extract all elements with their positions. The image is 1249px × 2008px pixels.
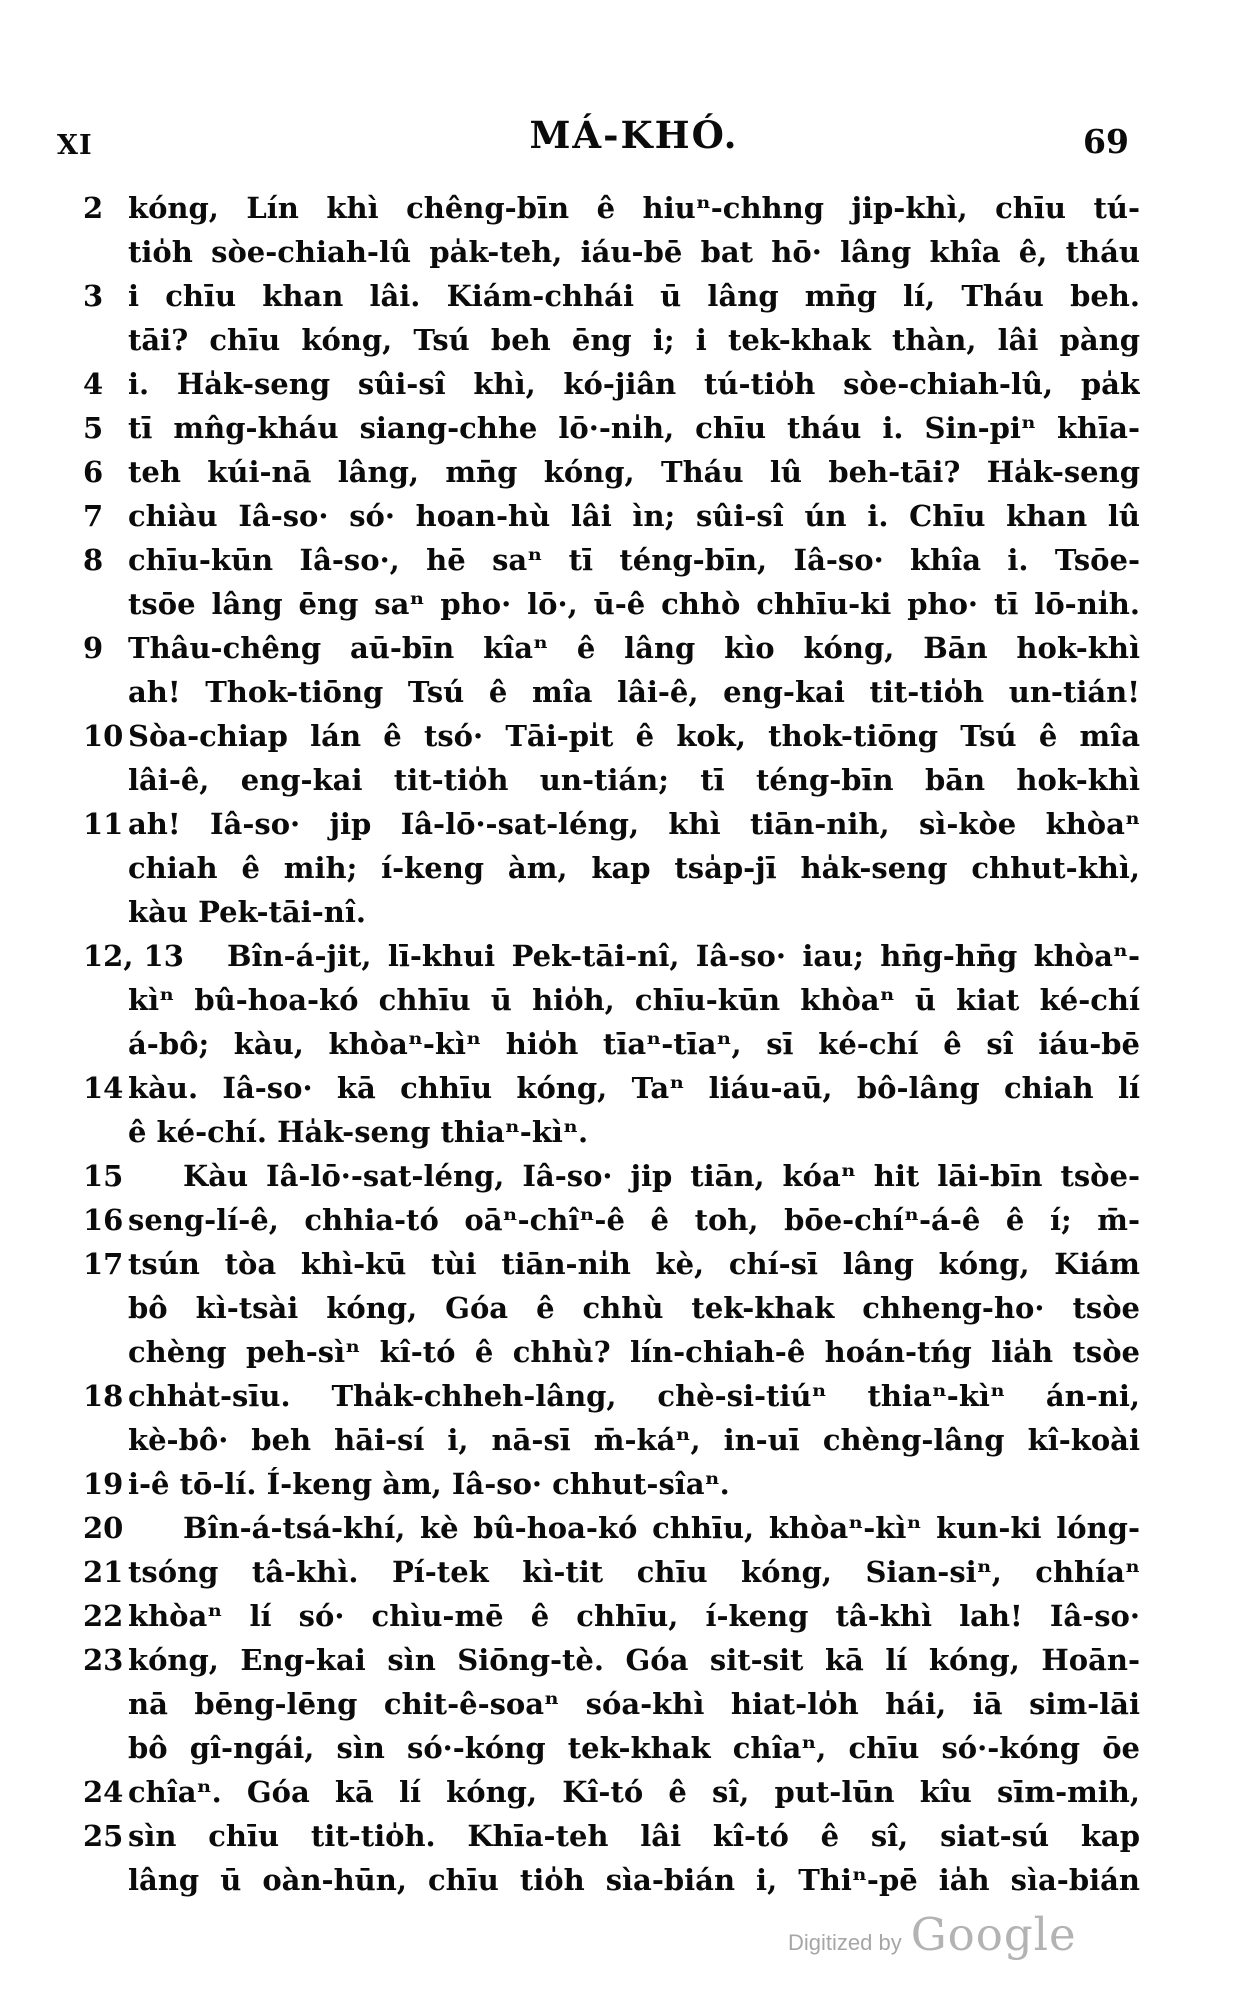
verse-line-text: chèng peh-sìⁿ kî-tó ê chhù? lín-chiah-ê hoán-tńg lia̍h tsòe [128,1335,1140,1369]
verse-line-text: chîaⁿ. Góa kā lí kóng, Kî-tó ê sî, put-lūn kîu sīm-mih, [128,1775,1140,1809]
verse-line [0,1506,1249,1550]
verse-line-text: kóng, Lín khì chêng-bīn ê hiuⁿ-chhng jip-khì, chīu tú- [128,191,1140,225]
verse-line [0,230,1249,274]
verse-number: 21 [83,1555,124,1589]
verse-line [0,1770,1249,1814]
verse-line [0,1022,1249,1066]
verse-line-text: tsún tòa khì-kū tùi tiān-ni̍h kè, chí-sī lâng kóng, Kiám [128,1247,1140,1281]
verse-line [0,626,1249,670]
verse-number: 4 [83,367,104,401]
verse-number: 22 [83,1599,124,1633]
verse-line-text: chiah ê mih; í-keng àm, kap tsa̍p-jī ha̍k-seng chhut-khì, [128,851,1140,885]
verse-line [0,362,1249,406]
verse-line [0,1198,1249,1242]
verse-line-text: kìⁿ bû-hoa-kó chhīu ū hio̍h, chīu-kūn khòaⁿ ū kiat ké-chí [128,983,1140,1017]
verse-line-text: lâng ū oàn-hūn, chīu tio̍h sìa-bián i, Thiⁿ-pē ia̍h sìa-bián [128,1863,1140,1897]
verse-line-text: kóng, Eng-kai sìn Siōng-tè. Góa sit-sit kā lí kóng, Hoān- [128,1643,1140,1677]
verse-line-text: kàu Pek-tāi-nî. [128,895,366,929]
verse-line-text: Bîn-á-tsá-khí, kè bû-hoa-kó chhīu, khòaⁿ-kìⁿ kun-ki lóng- [183,1511,1140,1545]
verse-number: 2 [83,191,104,225]
verse-line [0,978,1249,1022]
verse-number: 23 [83,1643,124,1677]
verse-number: 16 [83,1203,124,1237]
verse-line [0,274,1249,318]
verse-line-text: nā bēng-lēng chit-ê-soaⁿ sóa-khì hiat-lo̍h hái, iā sim-lāi [128,1687,1140,1721]
verse-number: 11 [83,807,124,841]
watermark-text: Digitized by [788,1930,902,1955]
page-number: 69 [1083,122,1129,161]
watermark [788,1908,1077,1961]
verse-number: 10 [83,719,124,753]
verse-line [0,450,1249,494]
verse-line [0,582,1249,626]
verse-number: 24 [83,1775,124,1809]
verse-line-text: kè-bô· beh hāi-sí i, nā-sī m̄-káⁿ, in-uī chèng-lâng kî-koài [128,1423,1140,1457]
verse-text-block [0,186,1249,1902]
verse-line [0,1682,1249,1726]
verse-line-text: teh kúi-nā lâng, mn̄g kóng, Tháu lû beh-tāi? Ha̍k-seng [128,455,1140,489]
verse-line [0,1286,1249,1330]
verse-number: 7 [83,499,104,533]
verse-line-text: tsóng tâ-khì. Pí-tek kì-tit chīu kóng, Sian-siⁿ, chhíaⁿ [128,1555,1140,1589]
verse-line [0,1638,1249,1682]
verse-line-text: ah! Iâ-so· jip Iâ-lō·-sat-léng, khì tiān-nih, sì-kòe khòaⁿ [128,807,1140,841]
page-title: MÁ-KHÓ. [529,113,739,157]
verse-line-text: chha̍t-sīu. Tha̍k-chheh-lâng, chè-si-tiúⁿ thiaⁿ-kìⁿ án-ni, [128,1379,1140,1413]
verse-line [0,406,1249,450]
verse-number: 3 [83,279,104,313]
verse-line [0,186,1249,230]
verse-line [0,846,1249,890]
verse-line-text: seng-lí-ê, chhia-tó oāⁿ-chîⁿ-ê ê toh, bōe-chíⁿ-á-ê ê í; m̄- [128,1203,1140,1237]
verse-line-text: Kàu Iâ-lō·-sat-léng, Iâ-so· jip tiān, kóaⁿ hit lāi-bīn tsòe- [183,1159,1140,1193]
verse-line-text: tsōe lâng ēng saⁿ pho· lō·, ū-ê chhò chhīu-ki pho· tī lō-ni̍h. [128,587,1140,621]
verse-line-text: i. Ha̍k-seng sûi-sî khì, kó-jiân tú-tio̍h sòe-chiah-lû, pa̍k [128,367,1140,401]
verse-line [0,1242,1249,1286]
verse-line-text: sìn chīu tit-tio̍h. Khīa-teh lâi kî-tó ê sî, siat-sú kap [128,1819,1140,1853]
verse-line [0,1330,1249,1374]
verse-line [0,538,1249,582]
verse-line-text: ah! Thok-tiōng Tsú ê mîa lâi-ê, eng-kai tit-tio̍h un-tián! [128,675,1140,709]
verse-line [0,318,1249,362]
verse-line-text: lâi-ê, eng-kai tit-tio̍h un-tián; tī téng-bīn bān hok-khì [128,763,1140,797]
verse-number: 9 [83,631,104,665]
verse-number: 14 [83,1071,124,1105]
verse-line-text: tio̍h sòe-chiah-lû pa̍k-teh, iáu-bē bat hō· lâng khîa ê, tháu [128,235,1140,269]
verse-line-text: bô kì-tsài kóng, Góa ê chhù tek-khak chheng-ho· tsòe [128,1291,1140,1325]
verse-number: 6 [83,455,104,489]
verse-line [0,934,1249,978]
verse-line [0,1594,1249,1638]
verse-line-text: á-bô; kàu, khòaⁿ-kìⁿ hio̍h tīaⁿ-tīaⁿ, sī ké-chí ê sî iáu-bē [128,1027,1140,1061]
verse-line [0,1110,1249,1154]
verse-line-text: tī mn̂g-kháu siang-chhe lō·-ni̍h, chīu tháu i. Sin-piⁿ khīa- [128,411,1140,445]
verse-number: 18 [83,1379,124,1413]
verse-number: 20 [83,1511,124,1545]
verse-line-text: ê ké-chí. Ha̍k-seng thiaⁿ-kìⁿ. [128,1115,589,1149]
verse-line [0,1154,1249,1198]
verse-line-text: i-ê tō-lí. Í-keng àm, Iâ-so· chhut-sîaⁿ. [128,1467,730,1501]
verse-line-text: kàu. Iâ-so· kā chhīu kóng, Taⁿ liáu-aū, bô-lâng chiah lí [128,1071,1140,1105]
verse-number: 17 [83,1247,124,1281]
verse-line-text: chīu-kūn Iâ-so·, hē saⁿ tī téng-bīn, Iâ-so· khîa i. Tsōe- [128,543,1140,577]
verse-line-text: Sòa-chiap lán ê tsó· Tāi-pi̍t ê kok, thok-tiōng Tsú ê mîa [128,719,1140,753]
verse-line [0,1726,1249,1770]
verse-line [0,890,1249,934]
verse-line-text: khòaⁿ lí só· chìu-mē ê chhīu, í-keng tâ-khì lah! Iâ-so· [128,1599,1140,1633]
verse-line [0,670,1249,714]
google-logo: Google [910,1908,1077,1961]
verse-line [0,1066,1249,1110]
verse-line-text: Bîn-á-jit, lī-khui Pek-tāi-nî, Iâ-so· iau; hn̄g-hn̄g khòaⁿ- [227,939,1140,973]
verse-line [0,1858,1249,1902]
verse-line-text: tāi? chīu kóng, Tsú beh ēng i; i tek-khak thàn, lâi pàng [128,323,1140,357]
verse-line [0,1374,1249,1418]
verse-number: 15 [83,1159,124,1193]
verse-line [0,1814,1249,1858]
verse-line [0,758,1249,802]
verse-number: 19 [83,1467,124,1501]
verse-line [0,714,1249,758]
verse-line [0,1418,1249,1462]
verse-line [0,1550,1249,1594]
verse-line [0,1462,1249,1506]
verse-number: 8 [83,543,104,577]
verse-line [0,802,1249,846]
chapter-folio-label: XI [57,130,93,161]
verse-line-text: i chīu khan lâi. Kiám-chhái ū lâng mn̄g lí, Tháu beh. [128,279,1140,313]
verse-number: 5 [83,411,104,445]
verse-line [0,494,1249,538]
verse-line-text: bô gî-ngái, sìn só·-kóng tek-khak chîaⁿ, chīu só·-kóng ōe [128,1731,1140,1765]
verse-line-text: Thâu-chêng aū-bīn kîaⁿ ê lâng kìo kóng, Bān hok-khì [128,631,1140,665]
verse-number: 25 [83,1819,124,1853]
verse-number: 12, 13 [83,939,184,973]
verse-line-text: chiàu Iâ-so· só· hoan-hù lâi ìn; sûi-sî ún i. Chīu khan lû [128,499,1140,533]
